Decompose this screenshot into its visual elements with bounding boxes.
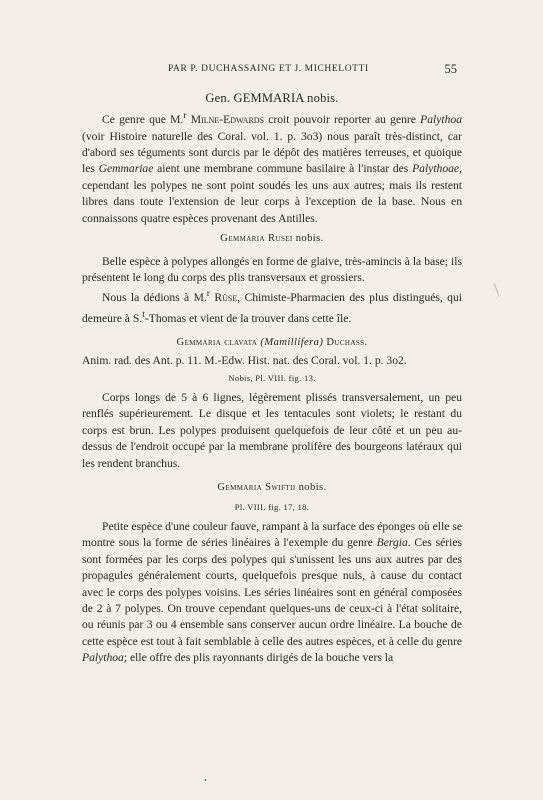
plate-reference: Nobis, Pl. VIII. fig. 13.: [228, 372, 316, 383]
page-number: 55: [444, 62, 457, 76]
species-clavata-paragraph: Corps longs de 5 à 6 lignes, légèrement plissés transversalement, un peu renflés supérieurement. Le disque et les tentacules sont violets; le restant du corps est brun. Les polypes produisent quelquefois de leur côté et un peu au-dessus de l'endroit occupé par la membrane prolifère des bourgeons latéraux qui les rendent branchus.: [82, 391, 462, 470]
genus-paragraph: Ce genre que M.$^r$ Milne-Edwards croit pouvoir reporter au genre Palythoa (voir Histoire naturelle des Coral. vol. 1. p. 3o3) nous paraît très-distinct, car d'abord ses téguments sont durcis par le dépôt des matières terreuses, et quoique les Gemmariae aient une membrane commune basilaire à l'instar des Palythoae, cependant les polypes ne sont point soudés les uns aux autres; mais ils restent libres dans toute l'extension de leur corps à l'exception de la base. Nous en connaissons quatre espèces provenant des Antilles.: [82, 110, 462, 225]
plate-reference: Pl. VIII. fig. 17, 18.: [234, 501, 310, 512]
author-name: Milne-Edwards: [190, 113, 265, 127]
species-rusei-paragraph-2: Nous la dédions à M.$^r$ Rüse, Chimiste-Pharmacien des plus distingués, qui demeure à S.$^t$-Thomas et vient de la trouver dans cette île.: [82, 288, 463, 325]
species-swiftii-paragraph: Petite espèce d'une couleur fauve, rampant à la surface des éponges où elle se montre sous la forme de séries linéaires à l'exemple du genre Bergia. Ces séries sont formées par les corps des polypes qui s'unissent les uns aux autres par des propagules généralement courts, quelquefois presque nuls, à cause du contact avec le corps des polypes voisins. Les séries linéaires sont en général composées de 2 à 7 polypes. On trouve cependant quelques-uns de ceux-ci à l'état solitaire, ou réunis par 3 ou 4 ensemble sans conserver aucun ordre linéaire. La bouche de cette espèce est tout à fait semblable à celle des autres espèces, et à celle du genre Palythoa; elle offre des plis rayonnants dirigés de la bouche vers la: [82, 519, 462, 665]
genus-title: Gen. GEMMARIA nobis.: [205, 91, 339, 105]
species-title-swiftii: Gemmaria Swiftii nobis.: [217, 482, 327, 494]
running-head: PAR P. DUCHASSAING ET J. MICHELOTTI: [168, 64, 369, 74]
bibliographic-reference: Anim. rad. des Ant. p. 11. M.-Edw. Hist. nat. des Coral. vol. 1. p. 3o2.: [82, 354, 407, 368]
species-rusei-paragraph-1: Belle espèce à polypes allongés en forme de glaive, très-amincis à la base; ils présentent le long du corps des plis transversaux et grossiers.: [82, 254, 462, 284]
body-text: [82, 82, 462, 667]
margin-pencil-mark: [494, 281, 505, 297]
page-speck: •: [204, 776, 207, 785]
species-title-clavata: Gemmaria clavata (Mamillifera) Duchass.: [176, 336, 368, 348]
species-title-rusei: Gemmaria Rusei nobis.: [220, 233, 324, 245]
page-header: [86, 62, 457, 78]
